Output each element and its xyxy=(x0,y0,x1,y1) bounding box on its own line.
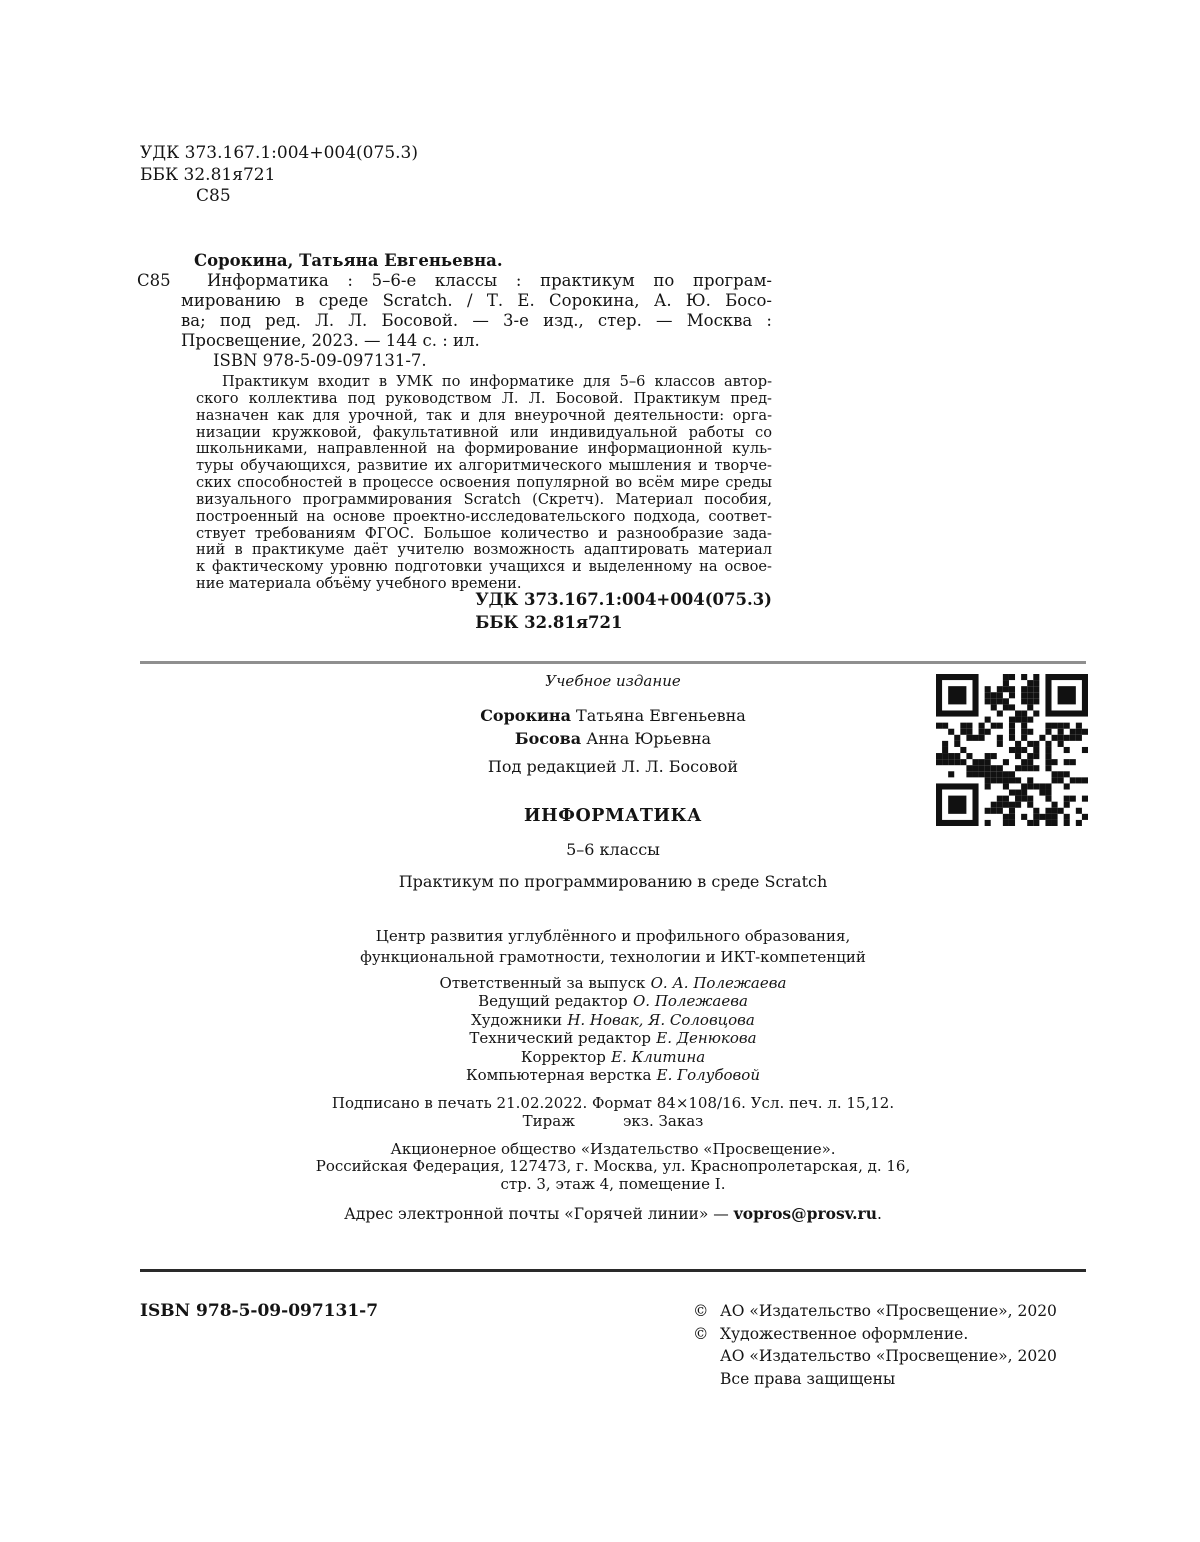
credit-line xyxy=(140,1066,1086,1084)
credit-role: Ответственный за выпуск xyxy=(439,974,646,992)
annotation-line: к фактическому уровню подготовки учащихся и выделенному на освое- xyxy=(196,558,772,576)
copyright-symbol: © xyxy=(693,1324,709,1343)
copyright-line xyxy=(693,1368,1057,1391)
copyright-symbol xyxy=(693,1368,720,1391)
publisher-line: стр. 3, этаж 4, помещение I. xyxy=(500,1174,726,1193)
print-run-label: Тираж xyxy=(522,1112,576,1130)
copyright-text: Художественное оформление. xyxy=(720,1324,969,1343)
credit-role: Художники xyxy=(471,1010,563,1029)
copyright-line xyxy=(693,1345,1057,1368)
book-title: ИНФОРМАТИКА xyxy=(523,806,703,826)
card-author-heading: Сорокина, Татьяна Евгеньевна. xyxy=(194,251,503,270)
hotline-email-prefix: Адрес электронной почты «Горячей линии» — xyxy=(344,1205,734,1223)
publisher-line: Российская Федерация, 127473, г. Москва, ул. Краснопролетарская, д. 16, xyxy=(315,1157,911,1176)
credit-role: Компьютерная верстка xyxy=(466,1066,652,1085)
annotation-line: назначен как для урочной, так и для внеурочной деятельности: орга- xyxy=(196,406,772,424)
credit-line xyxy=(140,1048,1086,1066)
annotation-line: ского коллектива под руководством Л. Л. Босовой. Практикум пред- xyxy=(196,389,772,407)
annotation-line: визуального программирования Scratch (Скретч). Материал пособия, xyxy=(196,490,772,508)
card-desc-line: Просвещение, 2023. — 144 с. : ил. xyxy=(181,331,480,350)
qr-code xyxy=(936,674,1088,826)
copyright-text: АО «Издательство «Просвещение», 2020 xyxy=(720,1347,1057,1365)
divider-rule-bottom xyxy=(140,1269,1086,1272)
book-subtitle: Практикум по программированию в среде Scratch xyxy=(398,872,828,891)
credit-role: Технический редактор xyxy=(469,1029,652,1048)
annotation-line: ских способностей в процессе освоения популярной во всём мире среды xyxy=(196,474,772,492)
author-sign-code: С85 xyxy=(196,186,231,206)
hotline-email-suffix: . xyxy=(877,1205,882,1223)
edition-type-label: Учебное издание xyxy=(545,672,681,690)
copyright-line xyxy=(693,1323,1057,1346)
credit-role: Ведущий редактор xyxy=(478,992,628,1011)
annotation-line: ствует требованиям ФГОС. Большое количество и разнообразие зада- xyxy=(196,524,772,542)
credit-name: Н. Новак, Я. Соловцова xyxy=(567,1010,755,1029)
bbk-line: ББК 32.81я721 xyxy=(140,164,276,185)
card-desc-line: ва; под ред. Л. Л. Босовой. — 3-е изд., стер. — Москва : xyxy=(181,311,772,330)
author-surname: Сорокина xyxy=(480,706,571,725)
publishing-center-line: функциональной грамотности, технологии и ИКТ-компетенций xyxy=(360,948,866,966)
annotation-line: низации кружковой, факультативной или индивидуальной работы со xyxy=(196,423,772,441)
grades-line: 5–6 классы xyxy=(566,840,660,859)
credit-role: Корректор xyxy=(520,1047,606,1066)
print-run-order: экз. Заказ xyxy=(623,1112,704,1130)
annotation-line: ние материала объёму учебного времени. xyxy=(196,575,522,593)
copyright-line xyxy=(693,1300,1057,1323)
author-given-names: Анна Юрьевна xyxy=(581,729,712,748)
credit-line xyxy=(140,974,1086,992)
hotline-email: vopros@prosv.ru xyxy=(733,1204,877,1223)
publisher-line: Акционерное общество «Издательство «Просвещение». xyxy=(390,1140,836,1158)
annotation-line: ний в практикуме даёт учителю возможность адаптировать материал xyxy=(196,541,772,559)
annotation-line: построенный на основе проектно-исследовательского подхода, соответ- xyxy=(196,507,772,525)
hotline-email-line xyxy=(140,1204,1086,1223)
annotation-line: туры обучающихся, развитие их алгоритмического мышления и творче- xyxy=(196,457,772,475)
udk-line: УДК 373.167.1:004+004(075.3) xyxy=(140,143,418,163)
footer-isbn: ISBN 978-5-09-097131-7 xyxy=(140,1301,379,1321)
credit-name: Е. Денюкова xyxy=(656,1029,757,1048)
copyright-text: АО «Издательство «Просвещение», 2020 xyxy=(720,1302,1057,1320)
catalogue-card xyxy=(137,251,772,371)
copyright-symbol xyxy=(693,1345,720,1368)
staff-credits xyxy=(140,974,1086,1084)
credit-line xyxy=(140,1029,1086,1047)
publisher-address-block xyxy=(140,1141,1086,1193)
card-desc-line: мированию в среде Scratch. / Т. Е. Сорокина, А. Ю. Босо- xyxy=(181,291,772,310)
credit-line xyxy=(140,992,1086,1010)
author-given-names: Татьяна Евгеньевна xyxy=(570,706,746,725)
author-surname: Босова xyxy=(514,729,582,748)
card-isbn: ISBN 978-5-09-097131-7. xyxy=(213,351,427,370)
card-desc-line: Информатика : 5–6-е классы : практикум по програм- xyxy=(207,271,772,290)
copyright-block xyxy=(693,1300,1057,1390)
annotation-line: школьниками, направленной на формирование информационной куль- xyxy=(196,440,772,458)
top-cataloguing-codes xyxy=(140,143,418,208)
copyright-text: Все права защищены xyxy=(720,1369,896,1388)
credit-line xyxy=(140,1011,1086,1029)
credit-name: Е. Клитина xyxy=(611,1047,706,1066)
bbk-bold-line: ББК 32.81я721 xyxy=(475,613,623,632)
credit-name: О. Полежаева xyxy=(632,992,748,1011)
annotation-line: Практикум входит в УМК по информатике для 5–6 классов автор- xyxy=(222,373,772,390)
bold-cataloguing-codes xyxy=(140,588,772,634)
edited-by-line: Под редакцией Л. Л. Босовой xyxy=(487,757,739,776)
annotation-paragraph xyxy=(196,374,772,593)
credit-name: О. А. Полежаева xyxy=(650,974,787,992)
margin-author-sign: С85 xyxy=(137,271,171,290)
udk-bold-line: УДК 373.167.1:004+004(075.3) xyxy=(475,590,772,609)
credit-name: Е. Голубовой xyxy=(656,1066,760,1085)
print-info-line: Подписано в печать 21.02.2022. Формат 84×108/16. Усл. печ. л. 15,12. xyxy=(331,1094,895,1112)
publishing-center-line: Центр развития углублённого и профильного образования, xyxy=(375,927,851,945)
copyright-symbol: © xyxy=(693,1302,709,1320)
divider-rule-top xyxy=(140,661,1086,664)
print-run-line xyxy=(140,1112,1086,1130)
publishing-center-block xyxy=(140,926,1086,968)
